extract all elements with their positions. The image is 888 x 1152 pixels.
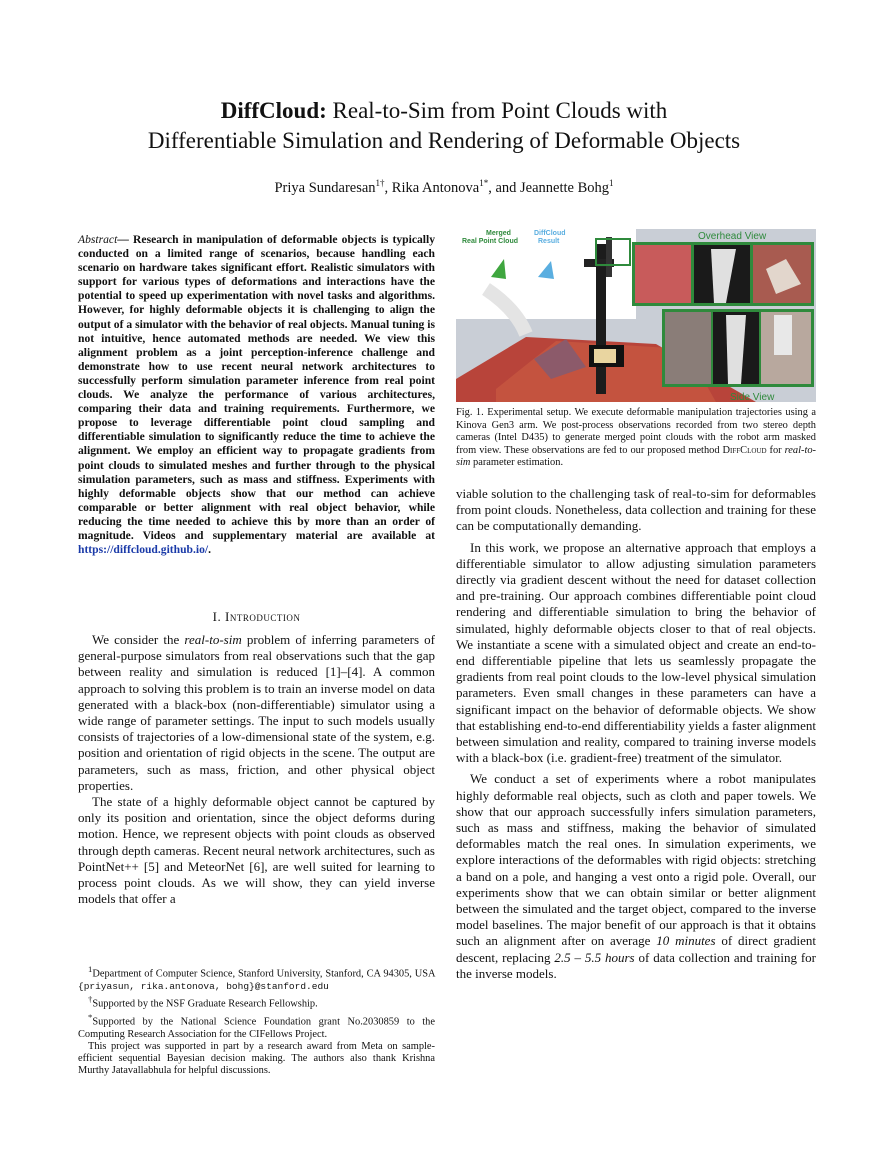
intro-paragraph-1: We consider the real-to-sim problem of inferring parameters of general-purpose simulators from real observations such that the gap between reality and simulation is reduced [1]–[4]. A common approach to solving this problem is to train an inverse model on data generated with a black-box (non-differentiable) simulator using a wide range of parameter settings. The input to such models usually consists of trajectories of a low-dimensional state of the system, e.g. position and orientation of rigid objects in the scene. The output are parameters, such as mass, friction, and other physical object properties. (78, 632, 436, 793)
abstract-label: Abstract (78, 233, 118, 246)
abstract-text: — Research in manipulation of deformable objects is typically conducted on a limited range of scenarios, because handling each scenario on hardware takes significant effort. Realistic simulators with support for various types of deformations and interactions have the potential to speed up experimentation with novel tasks and algorithms. However, for highly deformable objects it is challenging to align the output of a simulator with the behavior of real objects. Manual tuning is not intuitive, hence automated methods are needed. We view this alignment problem as a joint perception-inference challenge and demonstrate how to use recent neural network architectures to successfully perform simulation parameter inference from real point clouds. We analyze the performance of various architectures, comparing their data and training requirements. Furthermore, we propose to leverage differentiable point cloud sampling and differentiable simulation to significantly reduce the time to achieve the alignment. We employ an efficient way to propagate gradients from point clouds to simulated meshes and further through to the physical simulation parameters, such as mass and stiffness. Experiments with highly deformable objects show that our method can achieve comparable or better alignment with real object behavior, while reducing the time needed to achieve this by more than an order of magnitude. Videos and supplementary material are available at (78, 233, 435, 542)
author-list (60, 178, 828, 197)
paper-title (60, 96, 828, 156)
right-paragraph-3: We conduct a set of experiments where a robot manipulates highly deformable real objects, such as cloth and paper towels. We show that our approach successfully infers simulation parameters, such as mass and stiffness, making the behavior of simulated deformables match the real ones. In simulation experiments, we explore interactions of the deformables with rigid objects: stretching a band on a pole, and hanging a vest onto a rigid pole. Overall, our experiments show that we can obtain similar or better alignment between the simulated and the target object, compared to the inverse model baselines. The major benefit of our approach is that it obtains such an alignment after on average 10 minutes of direct gradient descent, replacing 2.5 – 5.5 hours of data collection and training for the inverse models. (456, 771, 817, 981)
author-1: Priya Sundaresan (274, 179, 376, 196)
label-merged-1: Merged (486, 230, 511, 237)
title-bold: DiffCloud: (220, 98, 327, 123)
author-2: , Rika Antonova (384, 179, 480, 196)
title-line1: Real-to-Sim from Point Clouds with (332, 98, 668, 123)
label-diffcloud-1: DiffCloud (534, 230, 566, 237)
right-paragraph-2: In this work, we propose an alternative approach that employs a differentiable simulator to allow adjusting simulation parameters directly via gradient descent without the need for dataset collection and pre-training. Our approach combines differentiable point cloud rendering and differentiable simulation to bring the behavior of simulated, highly deformable objects closer to that of real objects. We instantiate a scene with a simulated object and create an end-to-end differentiable pipeline that lets us seamlessly propagate the gradients from real point clouds to the low-level physical simulation parameters. Even small changes in these parameters can have a significant impact on the behavior of deformable objects. We show that establishing end-to-end differentiability yields a faster alignment between simulation and reality, compared to training inverse models with a black-box (i.e. gradient-free) treatment of the simulator. (456, 539, 816, 766)
author-2-affil: 1* (479, 178, 489, 188)
intro-right-column (456, 486, 816, 982)
author-3: , and Jeannette Bohg (488, 179, 610, 196)
figure-experimental-setup (456, 229, 816, 402)
right-paragraph-1: viable solution to the challenging task of real-to-sim for deformables from point clouds. Nonetheless, data collection and training for these can be computationally demanding. (456, 486, 816, 534)
figure-caption: Fig. 1. Experimental setup. We execute deformable manipulation trajectories using a Kinova Gen3 arm. We post-process observations recorded from two stereo depth cameras (Intel D435) to generate merged point clouds with the robot arm masked from view. These observations are fed to our proposed method DiffCloud for real-to-sim parameter estimation. (456, 407, 816, 469)
section-heading-introduction: I. Introduction (212, 609, 301, 624)
footnote-meta: This project was supported in part by a research award from Meta on sample-efficient sequential Bayesian decision making. The authors also thank Krishna Murthy Jatavallabhula for helpful discussions. (78, 1040, 435, 1077)
figure-illustration (456, 229, 816, 402)
label-side-view: Side View (730, 392, 775, 402)
footnote-affiliation: $^1$Department of Computer Science, Stanford University, Stanford, CA 94305, USA {priyasun, rika.antonova, bohg}@stanford.edu (78, 964, 435, 992)
project-link[interactable]: https://diffcloud.github.io/ (78, 543, 209, 557)
abstract (78, 233, 435, 557)
label-overhead-view: Overhead View (698, 231, 767, 242)
author-3-affil: 1 (609, 178, 614, 188)
author-1-affil: 1† (375, 178, 385, 188)
abstract-end: . (208, 543, 212, 557)
footnote-cifellows: *Supported by the National Science Foundation grant No.2030859 to the Computing Research Association for the CIFellows Project. (78, 1011, 435, 1040)
footnotes (78, 963, 435, 1078)
label-diffcloud-2: Result (538, 238, 560, 245)
footnote-nsf: †Supported by the NSF Graduate Research Fellowship. (88, 994, 318, 1010)
title-line2: Differentiable Simulation and Rendering of Deformable Objects (147, 128, 741, 153)
intro-left-column (78, 632, 435, 907)
intro-paragraph-2: The state of a highly deformable object cannot be captured by only its position and orientation, since the object deforms during motion. Hence, we represent objects with point clouds as observed through depth cameras. Recent neural network architectures, such as PointNet++ [5] and MeteorNet [6], are well suited for learning to process point clouds. As we will show, they can yield inverse models that offer a (78, 794, 435, 907)
label-merged-2: Real Point Cloud (462, 238, 518, 245)
